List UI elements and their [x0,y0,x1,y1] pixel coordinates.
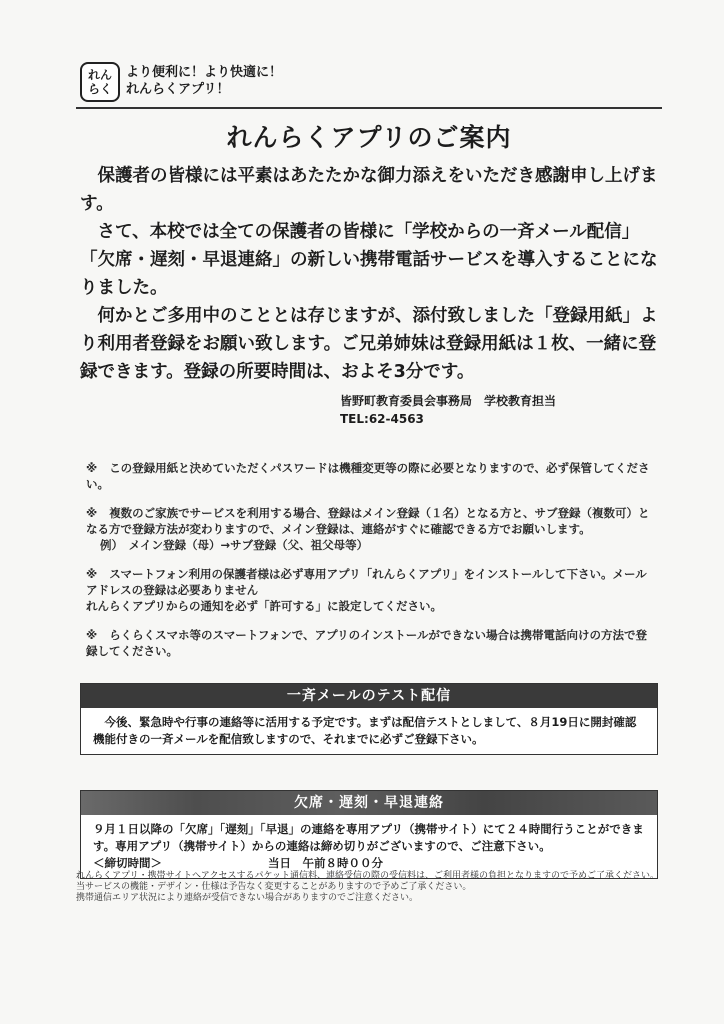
logo-text-top: れん [87,68,112,82]
note-text: スマートフォン利用の保護者様は必ず専用アプリ「れんらくアプリ」をインストールして下さい。メールアドレスの登録は必要ありません [86,567,647,597]
logo-text-bottom: らく [87,82,112,96]
footnote-line: 携帯通信エリア状況により連絡が受信できない場合がありますのでご注意ください。 [76,893,419,903]
test-mail-panel-body [81,708,657,754]
footnotes [76,871,666,904]
note-item [86,505,658,553]
intro-text [80,162,664,386]
note-text: らくらくスマホ等のスマートフォンで、アプリのインストールができない場合は携帯電話向けの方法で登録してください。 [86,628,648,658]
note-text: 複数のご家族でサービスを利用する場合、登録はメイン登録（１名）となる方と、サブ登録（複数可）となる方で登録方法が変わりますので、メイン登録は、連絡がすぐに確認できる方でお願いします。 [86,506,650,536]
note-mark: ※ [86,506,98,520]
deadline-row [93,855,645,872]
tagline-line-2: れんらくアプリ！ [126,82,230,97]
absence-panel-header: 欠席・遅刻・早退連絡 [81,791,657,815]
test-mail-panel [80,683,658,755]
note-example: 例） メイン登録（母）→サブ登録（父、祖父母等） [100,538,369,552]
absence-panel [80,790,658,879]
sender-tel: TEL:62-4563 [340,412,424,426]
footnote-line: 当サービスの機能・デザイン・仕様は予告なく変更することがありますので予めご了承ください。 [76,882,472,892]
renraku-logo [80,62,120,102]
footnote-line: れんらくアプリ・携帯サイトへアクセスするパケット通信料、連絡受信の際の受信料は、ご利用者様の負担となりますので予めご了承ください。 [76,871,660,881]
note-mark: ※ [86,461,98,475]
tagline [126,64,282,98]
sender-block [340,392,556,428]
intro-paragraph-1: 保護者の皆様には平素はあたたかな御力添えをいただき感謝申し上げます。 [80,166,658,214]
note-item [86,460,658,492]
deadline-label: ＜締切時間＞ [93,856,162,870]
test-mail-panel-header: 一斉メールのテスト配信 [81,684,657,708]
intro-paragraph-3: 何かとご多用中のこととは存じますが、添付致しました「登録用紙」より利用者登録をお願い致します。ご兄弟姉妹は登録用紙は１枚、一緒に登録できます。登録の所要時間は、およそ3分です。 [80,306,658,382]
intro-paragraph-2: さて、本校では全ての保護者の皆様に「学校からの一斉メール配信」「欠席・遅刻・早退連絡」の新しい携帯電話サービスを導入することになりました。 [80,222,658,298]
test-mail-text: 今後、緊急時や行事の連絡等に活用する予定です。まずは配信テストとしまして、８月19日に開封確認機能付きの一斉メールを配信致しますので、それまでに必ずご登録下さい。 [93,715,637,746]
page-title: れんらくアプリのご案内 [226,123,512,152]
note-item [86,566,658,614]
header-divider [76,107,662,109]
note-mark: ※ [86,628,98,642]
absence-panel-body [81,815,657,878]
absence-text: ９月１日以降の「欠席」「遅刻」「早退」の連絡を専用アプリ（携帯サイト）にて２４時間行うことができます。専用アプリ（携帯サイト）からの連絡は締め切りがございますので、ご注意下さい。 [93,822,644,853]
deadline-value: 当日 午前８時００分 [268,856,383,870]
note-item [86,627,658,659]
note-mark: ※ [86,567,98,581]
note-text: この登録用紙と決めていただくパスワードは機種変更等の際に必要となりますので、必ず保管してください。 [86,461,650,491]
tagline-line-1: より便利に！より快適に！ [126,65,283,80]
note-text: れんらくアプリからの通知を必ず「許可する」に設定してください。 [86,599,443,613]
notes-list [86,460,658,672]
sender-org: 皆野町教育委員会事務局 学校教育担当 [340,394,557,408]
